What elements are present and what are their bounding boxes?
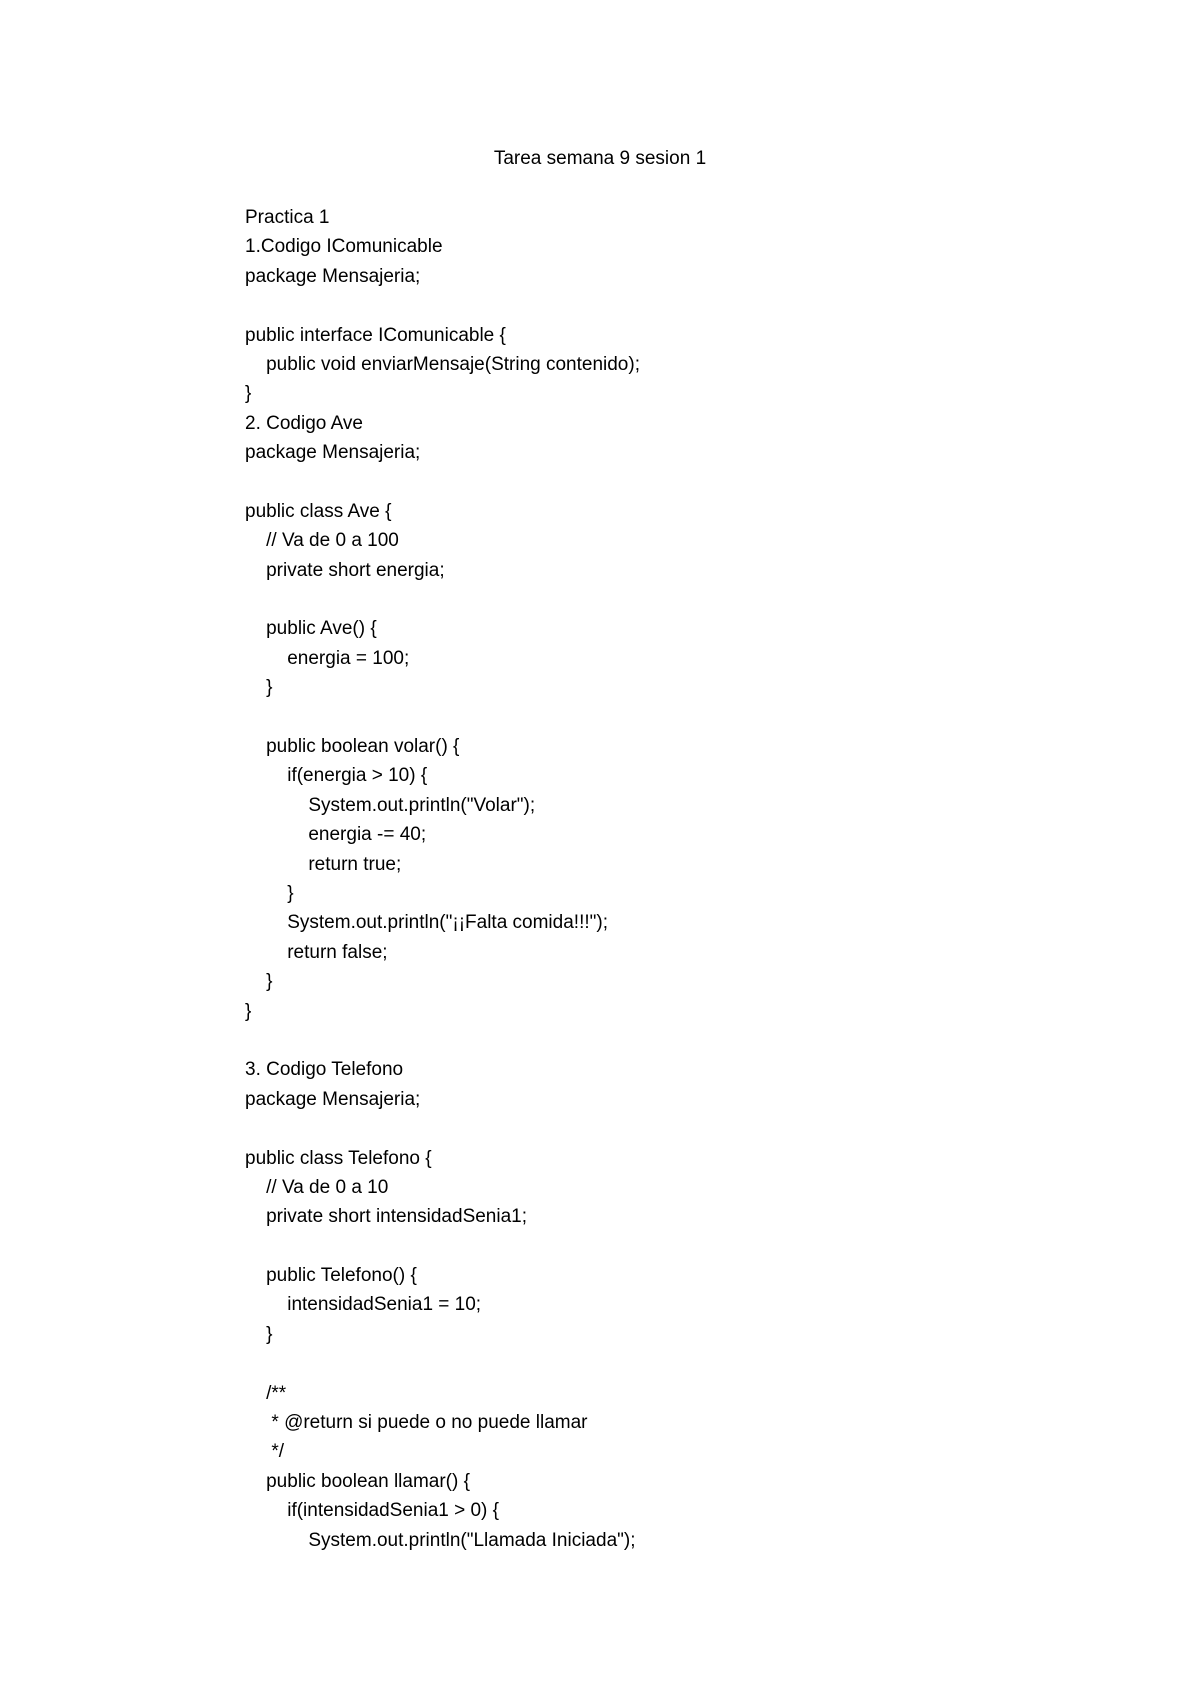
text-line: return true; — [245, 853, 402, 875]
text-line: } — [245, 971, 273, 993]
text-line: package Mensajeria; — [245, 265, 421, 287]
text-line: System.out.println("¡¡Falta comida!!!"); — [245, 912, 608, 934]
text-line: private short energia; — [245, 559, 445, 581]
text-line: if(intensidadSenia1 > 0) { — [245, 1500, 500, 1522]
text-line — [245, 1232, 1145, 1261]
text-line: System.out.println("Volar"); — [245, 794, 536, 816]
document-body — [245, 203, 1145, 1555]
text-line: // Va de 0 a 100 — [245, 530, 399, 552]
text-line: return false; — [245, 941, 388, 963]
text-line: public Ave() { — [245, 618, 377, 640]
text-line: Practica 1 — [245, 207, 330, 228]
text-line: package Mensajeria; — [245, 442, 421, 464]
text-line: public Telefono() { — [245, 1265, 417, 1287]
text-line: */ — [245, 1441, 285, 1463]
text-line — [245, 703, 1145, 732]
text-line: 1.Codigo IComunicable — [245, 236, 443, 258]
text-line: intensidadSenia1 = 10; — [245, 1294, 482, 1316]
text-line: public boolean volar() { — [245, 736, 460, 758]
text-line: } — [245, 882, 294, 904]
text-line: System.out.println("Llamada Iniciada"); — [245, 1529, 636, 1551]
text-line: 2. Codigo Ave — [245, 412, 363, 434]
document-title: Tarea semana 9 sesion 1 — [493, 148, 707, 169]
text-line — [245, 585, 1145, 614]
text-line: 3. Codigo Telefono — [245, 1059, 404, 1081]
text-line: public class Telefono { — [245, 1147, 432, 1169]
text-line: private short intensidadSenia1; — [245, 1206, 528, 1228]
text-line: energia = 100; — [245, 647, 410, 669]
text-line — [245, 1026, 1145, 1055]
text-line — [245, 291, 1145, 320]
text-line — [245, 1349, 1145, 1378]
text-line — [245, 468, 1145, 497]
text-line: } — [245, 1323, 273, 1345]
text-line: public boolean llamar() { — [245, 1470, 470, 1492]
text-line: public interface IComunicable { — [245, 324, 506, 346]
text-line: } — [245, 677, 273, 699]
text-line — [245, 1114, 1145, 1143]
text-line: } — [245, 1000, 252, 1022]
text-line: energia -= 40; — [245, 824, 427, 846]
text-line: public class Ave { — [245, 500, 392, 522]
text-line: package Mensajeria; — [245, 1088, 421, 1110]
text-line: /** — [245, 1382, 287, 1404]
text-line: * @return si puede o no puede llamar — [245, 1412, 588, 1434]
text-line: public void enviarMensaje(String contenido); — [245, 353, 640, 375]
text-line: // Va de 0 a 10 — [245, 1176, 389, 1198]
text-line: } — [245, 383, 252, 405]
text-line: if(energia > 10) { — [245, 765, 428, 787]
